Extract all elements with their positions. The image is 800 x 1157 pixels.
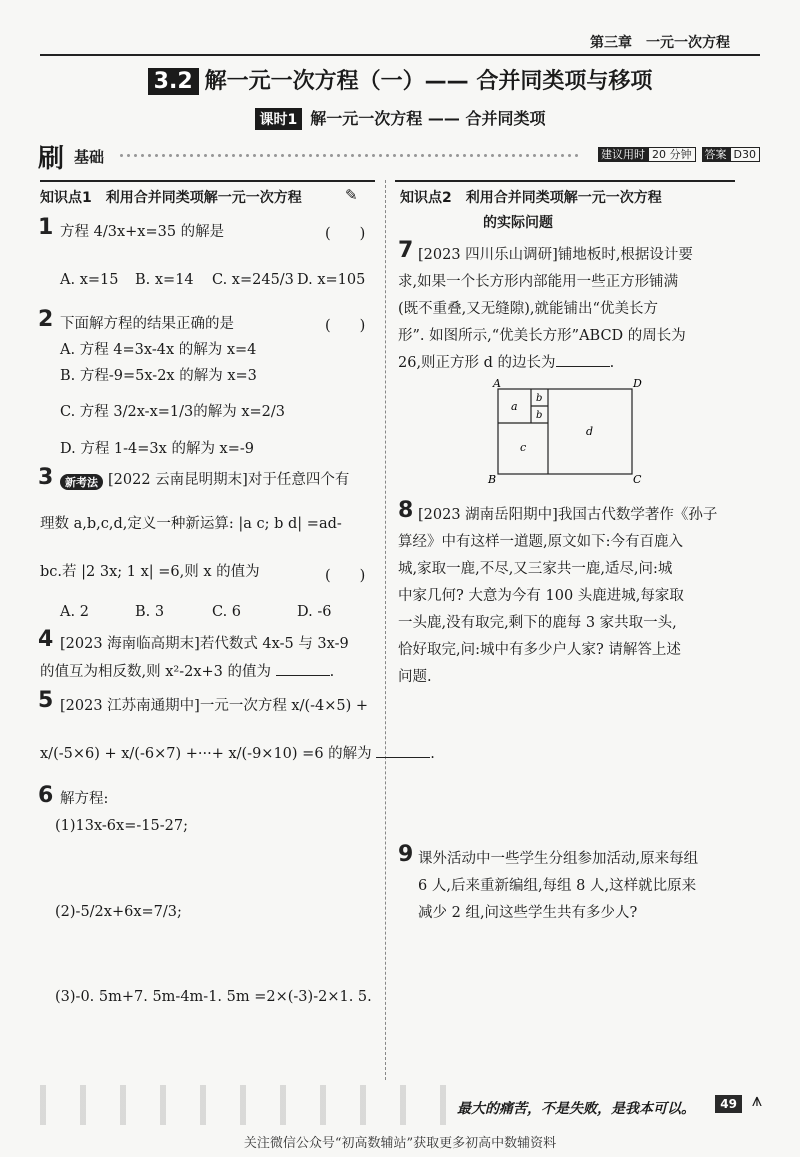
lesson-badge: 课时1 xyxy=(255,108,303,130)
brush-glyph: 刷 xyxy=(38,144,65,174)
meta-info xyxy=(598,146,760,162)
footer-notice: 关注微信公众号“初高数辅站”获取更多初高中数辅资料 xyxy=(243,1136,557,1151)
section-number-badge: 3.2 xyxy=(148,68,199,95)
q4-number: 4 xyxy=(38,627,54,652)
q6-number: 6 xyxy=(38,783,54,808)
q9-number: 9 xyxy=(398,842,414,867)
q1-option-b: B. x=14 xyxy=(135,272,194,288)
q7-line-2: 求,如果一个长方形内部能用一些正方形铺满 xyxy=(398,274,679,290)
q6-part-3: (3)-0. 5m+7. 5m-4m-1. 5m =2×(-3)-2×1. 5. xyxy=(55,989,372,1005)
q8-line-6: 恰好取完,问:城中有多少户人家? 请解答上述 xyxy=(398,642,681,658)
q8-line-4: 中家几何? 大意为今有 100 头鹿进城,每家取 xyxy=(398,588,684,604)
q9-line-1: 课外活动中一些学生分组参加活动,原来每组 xyxy=(418,851,699,867)
label-c: c xyxy=(520,441,527,454)
q8-line-1: [2023 湖南岳阳期中]我国古代数学著作《孙子 xyxy=(418,507,718,523)
q7-blank xyxy=(556,353,610,367)
q1-option-c: C. x=245/3 xyxy=(212,272,294,288)
q7-line-5: 26,则正方形 d 的边长为 . xyxy=(398,355,615,371)
label-b-1: b xyxy=(536,393,543,404)
left-column-rule xyxy=(40,180,375,182)
golden-rectangle-figure xyxy=(480,375,650,485)
page-number: 49 xyxy=(715,1095,742,1113)
q7-number: 7 xyxy=(398,238,414,263)
q2-option-a: A. 方程 4=3x-4x 的解为 x=4 xyxy=(60,342,257,358)
label-B: B xyxy=(488,473,497,485)
lesson-title-text: 解一元一次方程 —— 合并同类项 xyxy=(310,109,546,128)
q4-blank xyxy=(276,662,330,676)
q8-line-7: 问题. xyxy=(398,669,432,685)
label-D: D xyxy=(633,377,642,390)
q9-line-3: 减少 2 组,问这些学生共有多少人? xyxy=(418,905,638,921)
q8-line-5: 一头鹿,没有取完,剩下的鹿每 3 家共取一头, xyxy=(398,615,677,631)
q3-line-1: [2022 云南昆明期末]对于任意四个有 xyxy=(108,472,350,488)
watermark-stripes xyxy=(40,1085,460,1125)
time-tag: 建议用时 xyxy=(598,147,648,162)
q4-line-2: 的值互为相反数,则 x²-2x+3 的值为 . xyxy=(40,664,335,680)
q1-paren: ( ) xyxy=(325,226,366,242)
knowledge-point-1-title: 知识点1 利用合并同类项解一元一次方程 xyxy=(40,190,302,206)
q1-option-a: A. x=15 xyxy=(60,272,119,288)
compass-icon: ⩚ xyxy=(751,1090,762,1111)
rect-abcd xyxy=(498,389,632,474)
time-value: 20 分钟 xyxy=(648,147,696,162)
q2-stem: 下面解方程的结果正确的是 xyxy=(60,316,234,332)
brush-basic-bar xyxy=(38,138,760,172)
q8-line-2: 算经》中有这样一道题,原文如下:今有百鹿入 xyxy=(398,534,683,550)
knowledge-point-2-title-2: 的实际问题 xyxy=(483,215,553,231)
q1-option-d: D. x=105 xyxy=(297,272,366,288)
chapter-header: 第三章 一元一次方程 xyxy=(590,35,730,51)
label-a: a xyxy=(511,400,518,413)
label-C: C xyxy=(633,473,642,485)
q6-part-2: (2)-5/2x+6x=7/3; xyxy=(55,904,182,920)
q5-number: 5 xyxy=(38,688,54,713)
q4-line-1: [2023 海南临高期末]若代数式 4x-5 与 3x-9 xyxy=(60,636,349,652)
knowledge-point-2-title-1: 知识点2 利用合并同类项解一元一次方程 xyxy=(400,190,662,206)
column-divider xyxy=(385,180,386,1080)
q1-stem: 方程 4/3x+x=35 的解是 xyxy=(60,224,225,240)
q3-option-d: D. -6 xyxy=(297,604,332,620)
q7-line-4: 形”. 如图所示,“优美长方形”ABCD 的周长为 xyxy=(398,328,686,344)
q3-option-c: C. 6 xyxy=(212,604,242,620)
q5-line-1: [2023 江苏南通期中]一元一次方程 x/(-4×5) + xyxy=(60,698,369,714)
q3-line-3: bc.若 |2 3x; 1 x| =6,则 x 的值为 xyxy=(40,564,260,580)
q3-line-2: 理数 a,b,c,d,定义一种新运算: |a c; b d| =ad- xyxy=(40,516,342,532)
answer-tag: 答案 xyxy=(702,147,730,162)
q2-paren: ( ) xyxy=(325,318,366,334)
q1-number: 1 xyxy=(38,215,54,240)
q7-line-1: [2023 四川乐山调研]铺地板时,根据设计要 xyxy=(418,247,693,263)
label-d: d xyxy=(586,425,594,438)
q8-number: 8 xyxy=(398,498,414,523)
q5-line-2: x/(-5×6) + x/(-6×7) +···+ x/(-9×10) =6 的解为 . xyxy=(40,746,435,762)
q6-stem: 解方程: xyxy=(60,791,109,807)
brush-label: 基础 xyxy=(74,148,105,166)
q2-option-c: C. 方程 3/2x-x=1/3的解为 x=2/3 xyxy=(60,404,285,420)
q2-option-d: D. 方程 1-4=3x 的解为 x=-9 xyxy=(60,441,255,457)
q6-part-1: (1)13x-6x=-15-27; xyxy=(55,818,188,834)
q3-new-method-badge: 新考法 xyxy=(60,472,103,490)
section-title-text: 解一元一次方程（一）—— 合并同类项与移项 xyxy=(204,69,653,94)
header-rule xyxy=(40,54,760,56)
q9-line-2: 6 人,后来重新编组,每组 8 人,这样就比原来 xyxy=(418,878,697,894)
pencil-icon: ✎ xyxy=(345,186,358,204)
label-A: A xyxy=(493,377,501,390)
q8-line-3: 城,家取一鹿,不尽,又三家共一鹿,适尽,问:城 xyxy=(398,561,673,577)
q5-blank xyxy=(376,744,430,758)
right-column-rule xyxy=(395,180,735,182)
q3-paren: ( ) xyxy=(325,568,366,584)
dotted-divider xyxy=(118,152,580,160)
q3-option-a: A. 2 xyxy=(60,604,89,620)
q2-number: 2 xyxy=(38,307,54,332)
label-b-2: b xyxy=(536,410,543,421)
q3-number: 3 xyxy=(38,465,54,490)
q2-option-b: B. 方程-9=5x-2x 的解为 x=3 xyxy=(60,368,257,384)
answer-value: D30 xyxy=(730,147,760,162)
footer-motto: 最大的痛苦，不是失败，是我本可以。 xyxy=(457,1101,695,1117)
lesson-title xyxy=(0,106,800,130)
q7-line-3: (既不重叠,又无缝隙),就能铺出“优美长方 xyxy=(398,301,658,317)
q3-option-b: B. 3 xyxy=(135,604,165,620)
section-title xyxy=(0,64,800,95)
